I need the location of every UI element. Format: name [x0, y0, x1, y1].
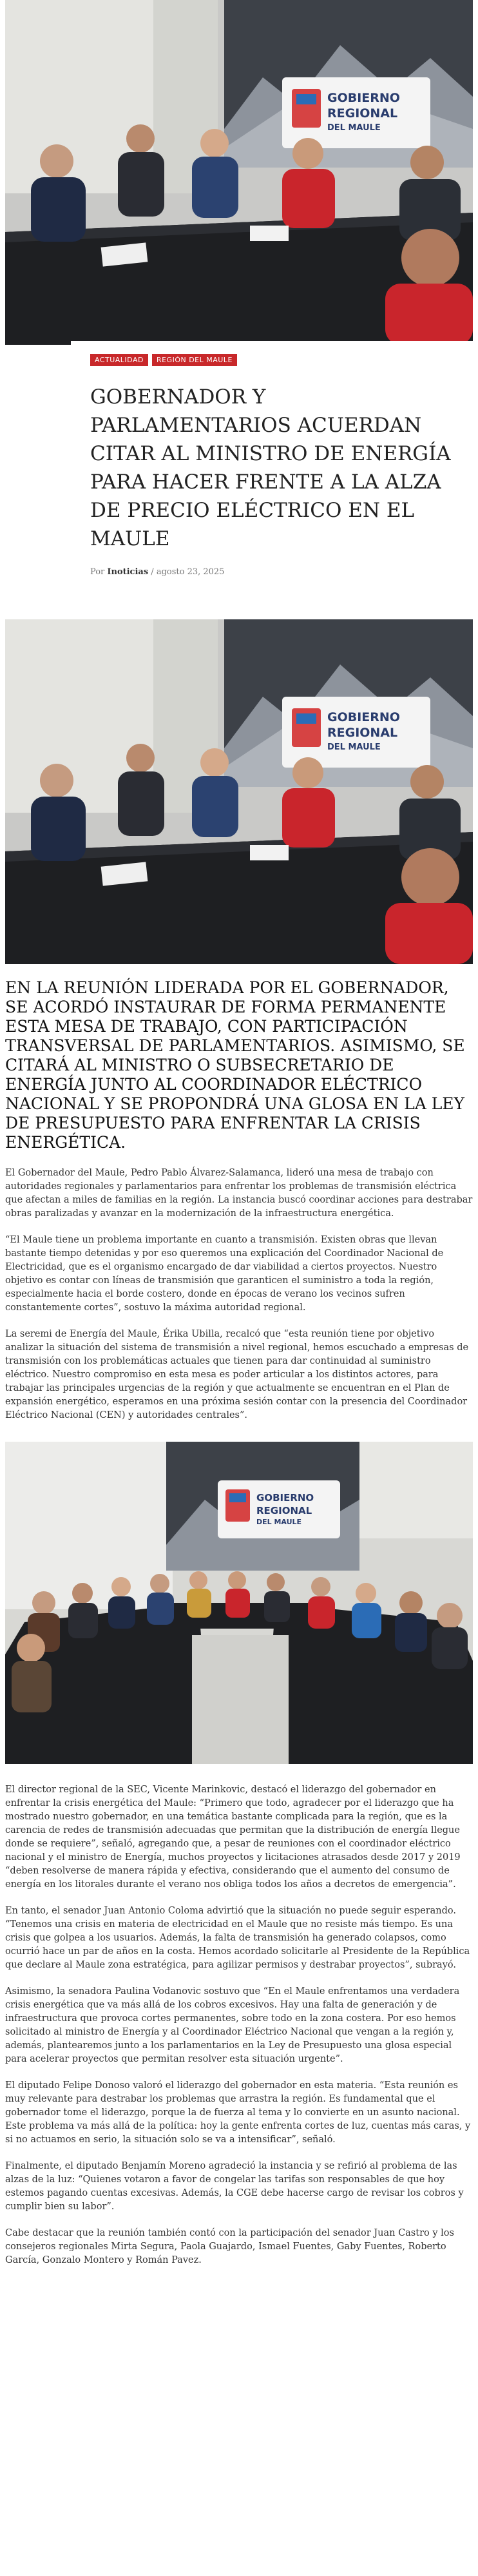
category-badges [90, 354, 454, 366]
paragraph: El diputado Felipe Donoso valoró el liderazgo del gobernador en esta materia. “Esta reunión es muy relevante para destrabar los problemas que arrastra la región. Es fundamental que el gobernador tome el liderazgo, porque la de fuerza al tema y lo convierte en un asunto nacional. Este problema va más allá de la política: hoy la gente enfrenta cortes de luz, cuentas más caras, y si no actuamos en serio, la situación solo se va a intensificar”, señaló. [5, 2080, 471, 2145]
paragraph: “El Maule tiene un problema importante en cuanto a transmisión. Existen obras que llevan bastante tiempo detenidas y por eso queremos una explicación del Coordinador Nacional de Electricidad, que es el organismo encargado de dar viabilidad a ciertos proyectos. Nuestro objetivo es contar con líneas de transmisión que garanticen el suministro a toda la región, especialmente hacia el borde costero, donde en épocas de verano los vecinos sufren constantemente cortes”, sostuvo la máxima autoridad regional. [5, 1235, 444, 1313]
hero-photo [5, 0, 473, 345]
meeting-room-photo [5, 1442, 473, 1764]
meeting-photo-graphic-2 [5, 619, 473, 964]
article-header [71, 341, 473, 603]
banner-line3: DEL MAULE [256, 1518, 302, 1526]
banner-line3: DEL MAULE [327, 742, 381, 752]
byline-separator: / [148, 567, 157, 577]
paragraph: El Gobernador del Maule, Pedro Pablo Álvarez-Salamanca, lideró una mesa de trabajo con autoridades regionales y parlamentarios para enfrentar los problemas de transmisión eléctrica que afectan a miles de familias en la región. La instancia buscó coordinar acciones para destrabar obras paralizadas y avanzar en la modernización de la infraestructura energética. [5, 1168, 473, 1219]
paragraph: En tanto, el senador Juan Antonio Coloma advirtió que la situación no puede seguir esperando. “Tenemos una crisis en materia de electricidad en el Maule que no resiste más tiempo. Es una crisis que golpea a los usuarios. Además, la falta de transmisión ha generado colapsos, como ocurrió hace un par de años en la costa. Hemos acordado solicitarle al Presidente de la República que declare al Maule zona estratégica, para agilizar permisos y destrabar proyectos”, subrayó. [5, 1906, 470, 1970]
meeting-photo-graphic [5, 0, 473, 345]
banner-line1: GOBIERNO [327, 710, 400, 724]
inline-photo [5, 619, 473, 964]
meeting-room-graphic [5, 1442, 473, 1764]
category-badge-region[interactable]: REGIÓN DEL MAULE [152, 354, 237, 366]
paragraph: Cabe destacar que la reunión también contó con la participación del senador Juan Castro y los consejeros regionales Mirta Segura, Paola Guajardo, Ismael Fuentes, Gaby Fuentes, Roberto García, Gonzalo Montero y Román Pavez. [5, 2228, 454, 2265]
byline-prefix: Por [90, 567, 105, 577]
byline [90, 567, 454, 577]
banner-line1: GOBIERNO [327, 91, 400, 105]
category-badge-actualidad[interactable]: ACTUALIDAD [90, 354, 148, 366]
banner-line1: GOBIERNO [256, 1492, 314, 1504]
paragraph: La seremi de Energía del Maule, Érika Ubilla, recalcó que “esta reunión tiene por objetivo analizar la situación del sistema de transmisión a nivel regional, hemos escuchado a empresas de transmisión con los problemáticas actuales que tienen para dar continuidad al suministro eléctrico. Nuestro compromiso en esta mesa es poder articular a los distintos actores, para trabajar las principales urgencias de la región y que actualmente se encuentran en el Plan de expansión energético, esperamos en una próxima sesión contar con la presencia del Coordinador Eléctrico Nacional (CEN) y autoridades centrales”. [5, 1329, 469, 1420]
byline-author[interactable]: Inoticias [107, 567, 149, 577]
article-body-a [0, 1167, 478, 1422]
article-lead: EN LA REUNIÓN LIDERADA POR EL GOBERNADOR, SE ACORDÓ INSTAURAR DE FORMA PERMANENTE ESTA MESA DE TRABAJO, CON PARTICIPACIÓN TRANSVERSAL DE PARLAMENTARIOS. ASIMISMO, SE CITARÁ AL MINISTRO O SUBSECRETARIO DE ENERGÍA JUNTO AL COORDINADOR ELÉCTRICO NACIONAL Y SE PROPONDRÁ UNA GLOSA EN LA LEY DE PRESUPUESTO PARA ENFRENTAR LA CRISIS ENERGÉTICA. [5, 978, 465, 1152]
article-body-b [0, 1783, 478, 2267]
banner-line3: DEL MAULE [327, 123, 381, 133]
article-title: GOBERNADOR Y PARLAMENTARIOS ACUERDAN CITAR AL MINISTRO DE ENERGÍA PARA HACER FRENTE A LA ALZA DE PRECIO ELÉCTRICO EN EL MAULE [90, 385, 451, 550]
banner-line2: REGIONAL [327, 106, 398, 121]
paragraph: Asimismo, la senadora Paulina Vodanovic sostuvo que “En el Maule enfrentamos una verdadera crisis energética que va más allá de los cobros excesivos. Hay una falta de generación y de infraestructura que provoca cortes permanentes, sobre todo en la zona costera. Por eso hemos solicitado al ministro de Energía y al Coordinador Eléctrico Nacional que vengan a la región y, además, plantearemos junto a los parlamentarios en la Ley de Presupuesto una glosa especial para acelerar proyectos que permitan resolver esta situación urgente”. [5, 1986, 460, 2064]
paragraph: Finalmente, el diputado Benjamín Moreno agradeció la instancia y se refirió al problema de las alzas de la luz: “Quienes votaron a favor de congelar las tarifas son responsables de que hoy estemos pagando cuentas excesivas. Además, la CGE debe hacerse cargo de revisar los cobros y cumplir bien su labor”. [5, 2161, 464, 2212]
banner-line2: REGIONAL [327, 726, 398, 740]
paragraph: El director regional de la SEC, Vicente Marinkovic, destacó el liderazgo del gobernador en enfrentar la crisis energética del Maule: “Primero que todo, agradecer por el liderazgo que ha mostrado nuestro gobernador, en una temática bastante complicada para la región, que es la carencia de redes de transmisión adecuadas que permitan que la distribución de energía llegue donde se requiere”, señaló, agregando que, a pesar de reuniones con el coordinador eléctrico nacional y el ministro de Energía, muchos proyectos y licitaciones atrasados desde 2017 y 2019 “deben resolverse de manera rápida y efectiva, considerando que el aumento del consumo de energía en los litorales durante el verano nos obliga todos los años a decretos de emergencia”. [5, 1785, 461, 1890]
byline-date: agosto 23, 2025 [156, 567, 225, 577]
banner-line2: REGIONAL [256, 1505, 312, 1516]
